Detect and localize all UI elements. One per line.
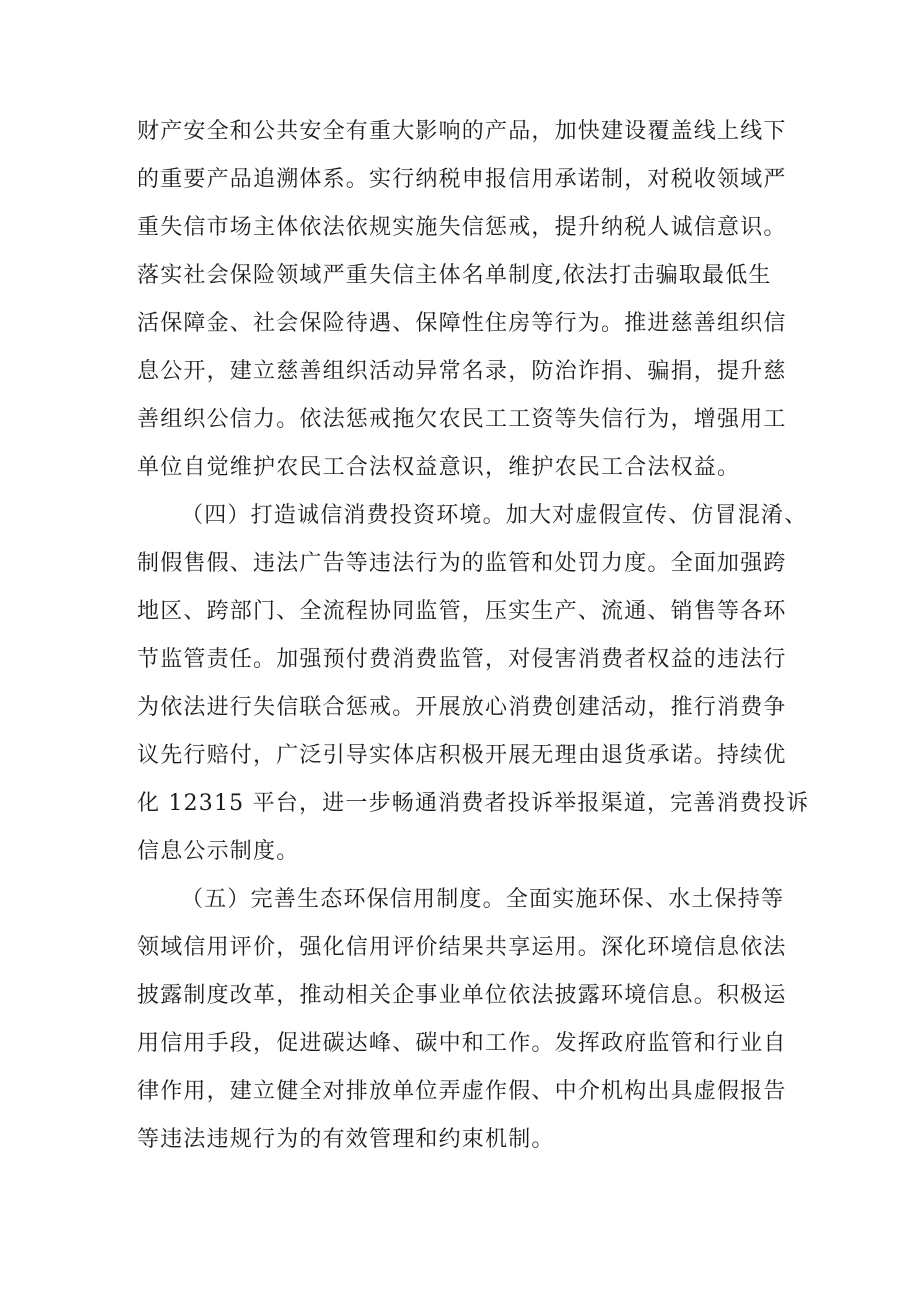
paragraph-line: 为依法进行失信联合惩戒。开展放心消费创建活动，推行消费争 bbox=[137, 695, 787, 720]
paragraph-line: 单位自觉维护农民工合法权益意识，维护农民工合法权益。 bbox=[137, 455, 741, 480]
paragraph-line: 披露制度改革，推动相关企事业单位依法披露环境信息。积极运 bbox=[137, 983, 787, 1008]
paragraph-line: 地区、跨部门、全流程协同监管，压实生产、流通、销售等各环 bbox=[137, 599, 787, 624]
section-5-heading-line: （五）完善生态环保信用制度。全面实施环保、水土保持等 bbox=[181, 887, 785, 912]
paragraph-line: 善组织公信力。依法惩戒拖欠农民工工资等失信行为，增强用工 bbox=[137, 407, 787, 432]
paragraph-line: 重失信市场主体依法依规实施失信惩戒，提升纳税人诚信意识。 bbox=[137, 215, 787, 240]
paragraph-line: 信息公示制度。 bbox=[137, 839, 300, 864]
paragraph-line: 律作用，建立健全对排放单位弄虚作假、中介机构出具虚假报告 bbox=[137, 1079, 787, 1104]
paragraph-line: 议先行赔付，广泛引导实体店积极开展无理由退货承诺。持续优 bbox=[137, 743, 787, 768]
paragraph-line: 落实社会保险领域严重失信主体名单制度,依法打击骗取最低生 bbox=[137, 263, 772, 288]
paragraph-line: 等违法违规行为的有效管理和约束机制。 bbox=[137, 1127, 555, 1152]
paragraph-line: 活保障金、社会保险待遇、保障性住房等行为。推进慈善组织信 bbox=[137, 311, 787, 336]
paragraph-line: 制假售假、违法广告等违法行为的监管和处罚力度。全面加强跨 bbox=[137, 551, 787, 576]
paragraph-line: 节监管责任。加强预付费消费监管，对侵害消费者权益的违法行 bbox=[137, 647, 787, 672]
paragraph-line: 财产安全和公共安全有重大影响的产品，加快建设覆盖线上线下 bbox=[137, 119, 787, 144]
paragraph-line: 用信用手段，促进碳达峰、碳中和工作。发挥政府监管和行业自 bbox=[137, 1031, 787, 1056]
section-4-heading-line: （四）打造诚信消费投资环境。加大对虚假宣传、仿冒混淆、 bbox=[181, 503, 808, 528]
paragraph-line: 领域信用评价，强化信用评价结果共享运用。深化环境信息依法 bbox=[137, 935, 787, 960]
paragraph-line: 化 12315 平台，进一步畅通消费者投诉举报渠道，完善消费投诉 bbox=[137, 791, 810, 816]
paragraph-line: 的重要产品追溯体系。实行纳税申报信用承诺制，对税收领域严 bbox=[137, 167, 787, 192]
paragraph-line: 息公开，建立慈善组织活动异常名录，防治诈捐、骗捐，提升慈 bbox=[137, 359, 787, 384]
